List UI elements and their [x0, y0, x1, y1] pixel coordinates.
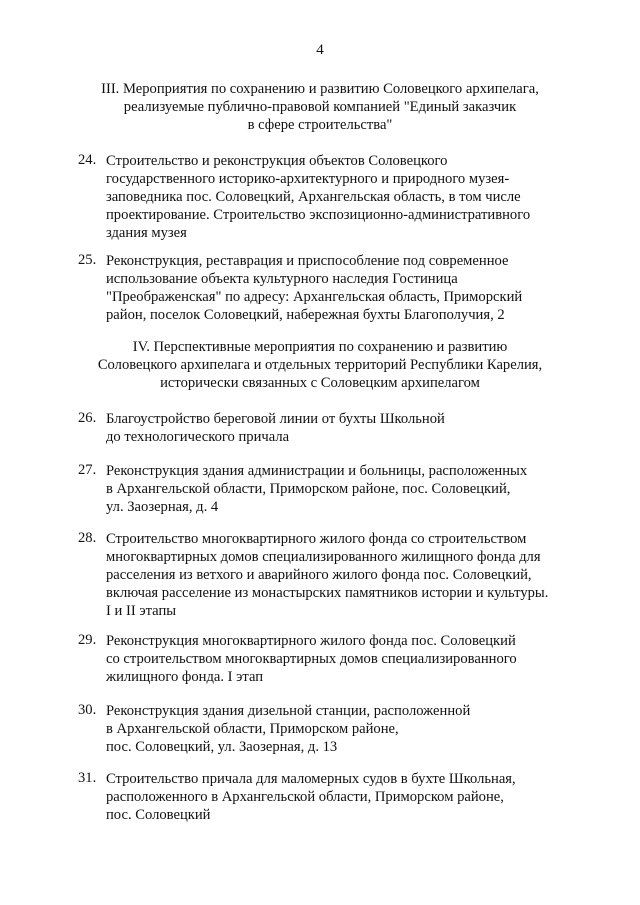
item-line: Строительство причала для маломерных судов в бухте Школьная,: [106, 771, 516, 787]
item-line: в Архангельской области, Приморском районе,: [106, 721, 399, 737]
item-number: 27.: [78, 462, 97, 478]
heading-line: исторически связанных с Соловецким архипелагом: [160, 375, 480, 391]
heading-line: реализуемые публично-правовой компанией "Единый заказчик: [123, 99, 517, 115]
item-number: 28.: [78, 530, 97, 546]
item-line: "Преображенская" по адресу: Архангельская область, Приморский: [106, 289, 523, 305]
item-line: государственного историко-архитектурного и природного музея-: [106, 171, 510, 187]
heading-line: Соловецкого архипелага и отдельных территорий Республики Карелия,: [97, 357, 543, 373]
item-line: Реконструкция многоквартирного жилого фонда пос. Соловецкий: [106, 633, 516, 649]
item-line: Реконструкция здания дизельной станции, расположенной: [106, 703, 471, 719]
item-number: 24.: [78, 152, 97, 168]
item-line: многоквартирных домов специализированного жилищного фонда для: [106, 549, 541, 565]
item-line: заповедника пос. Соловецкий, Архангельская область, в том числе: [106, 189, 521, 205]
item-number: 25.: [78, 252, 97, 268]
item-line: проектирование. Строительство экспозиционно-административного: [106, 207, 531, 223]
item-line: со строительством многоквартирных домов специализированного: [106, 651, 517, 667]
item-text: [106, 702, 470, 756]
item-number: 29.: [78, 632, 97, 648]
item-line: Благоустройство береговой линии от бухты Школьной: [106, 411, 445, 427]
item-line: пос. Соловецкий, ул. Заозерная, д. 13: [106, 739, 338, 755]
item-number: 31.: [78, 770, 97, 786]
item-text: [106, 770, 516, 824]
item-text: [106, 632, 517, 686]
page-number: 4: [316, 42, 324, 58]
item-line: пос. Соловецкий: [106, 807, 211, 823]
item-number: 30.: [78, 702, 97, 718]
item-line: Реконструкция здания администрации и больницы, расположенных: [106, 463, 528, 479]
item-line: Строительство многоквартирного жилого фонда со строительством: [106, 531, 527, 547]
item-line: в Архангельской области, Приморском районе, пос. Соловецкий,: [106, 481, 511, 497]
item-line: район, поселок Соловецкий, набережная бухты Благополучия, 2: [106, 307, 505, 323]
item-line: использование объекта культурного наследия Гостиница: [106, 271, 458, 287]
heading-line: в сфере строительства": [247, 117, 393, 133]
item-line: включая расселение из монастырских памятников истории и культуры.: [106, 585, 549, 601]
item-line: расположенного в Архангельской области, Приморском районе,: [106, 789, 504, 805]
item-line: Строительство и реконструкция объектов Соловецкого: [106, 153, 448, 169]
item-number: 26.: [78, 410, 97, 426]
item-text: [106, 152, 530, 242]
item-line: до технологического причала: [106, 429, 290, 445]
item-text: [106, 252, 522, 324]
heading-line: IV. Перспективные мероприятия по сохранению и развитию: [132, 339, 508, 355]
item-line: расселения из ветхого и аварийного жилого фонда пос. Соловецкий,: [106, 567, 532, 583]
item-text: [106, 410, 445, 446]
section-iii-heading: [0, 80, 640, 134]
item-text: [106, 462, 527, 516]
heading-line: III. Мероприятия по сохранению и развитию Соловецкого архипелага,: [101, 81, 539, 97]
section-iv-heading: [0, 338, 640, 392]
item-line: ул. Заозерная, д. 4: [106, 499, 219, 515]
item-line: I и II этапы: [106, 603, 177, 619]
item-line: здания музея: [106, 225, 187, 241]
item-line: Реконструкция, реставрация и приспособление под современное: [106, 253, 509, 269]
item-text: [106, 530, 548, 620]
item-line: жилищного фонда. I этап: [106, 669, 264, 685]
